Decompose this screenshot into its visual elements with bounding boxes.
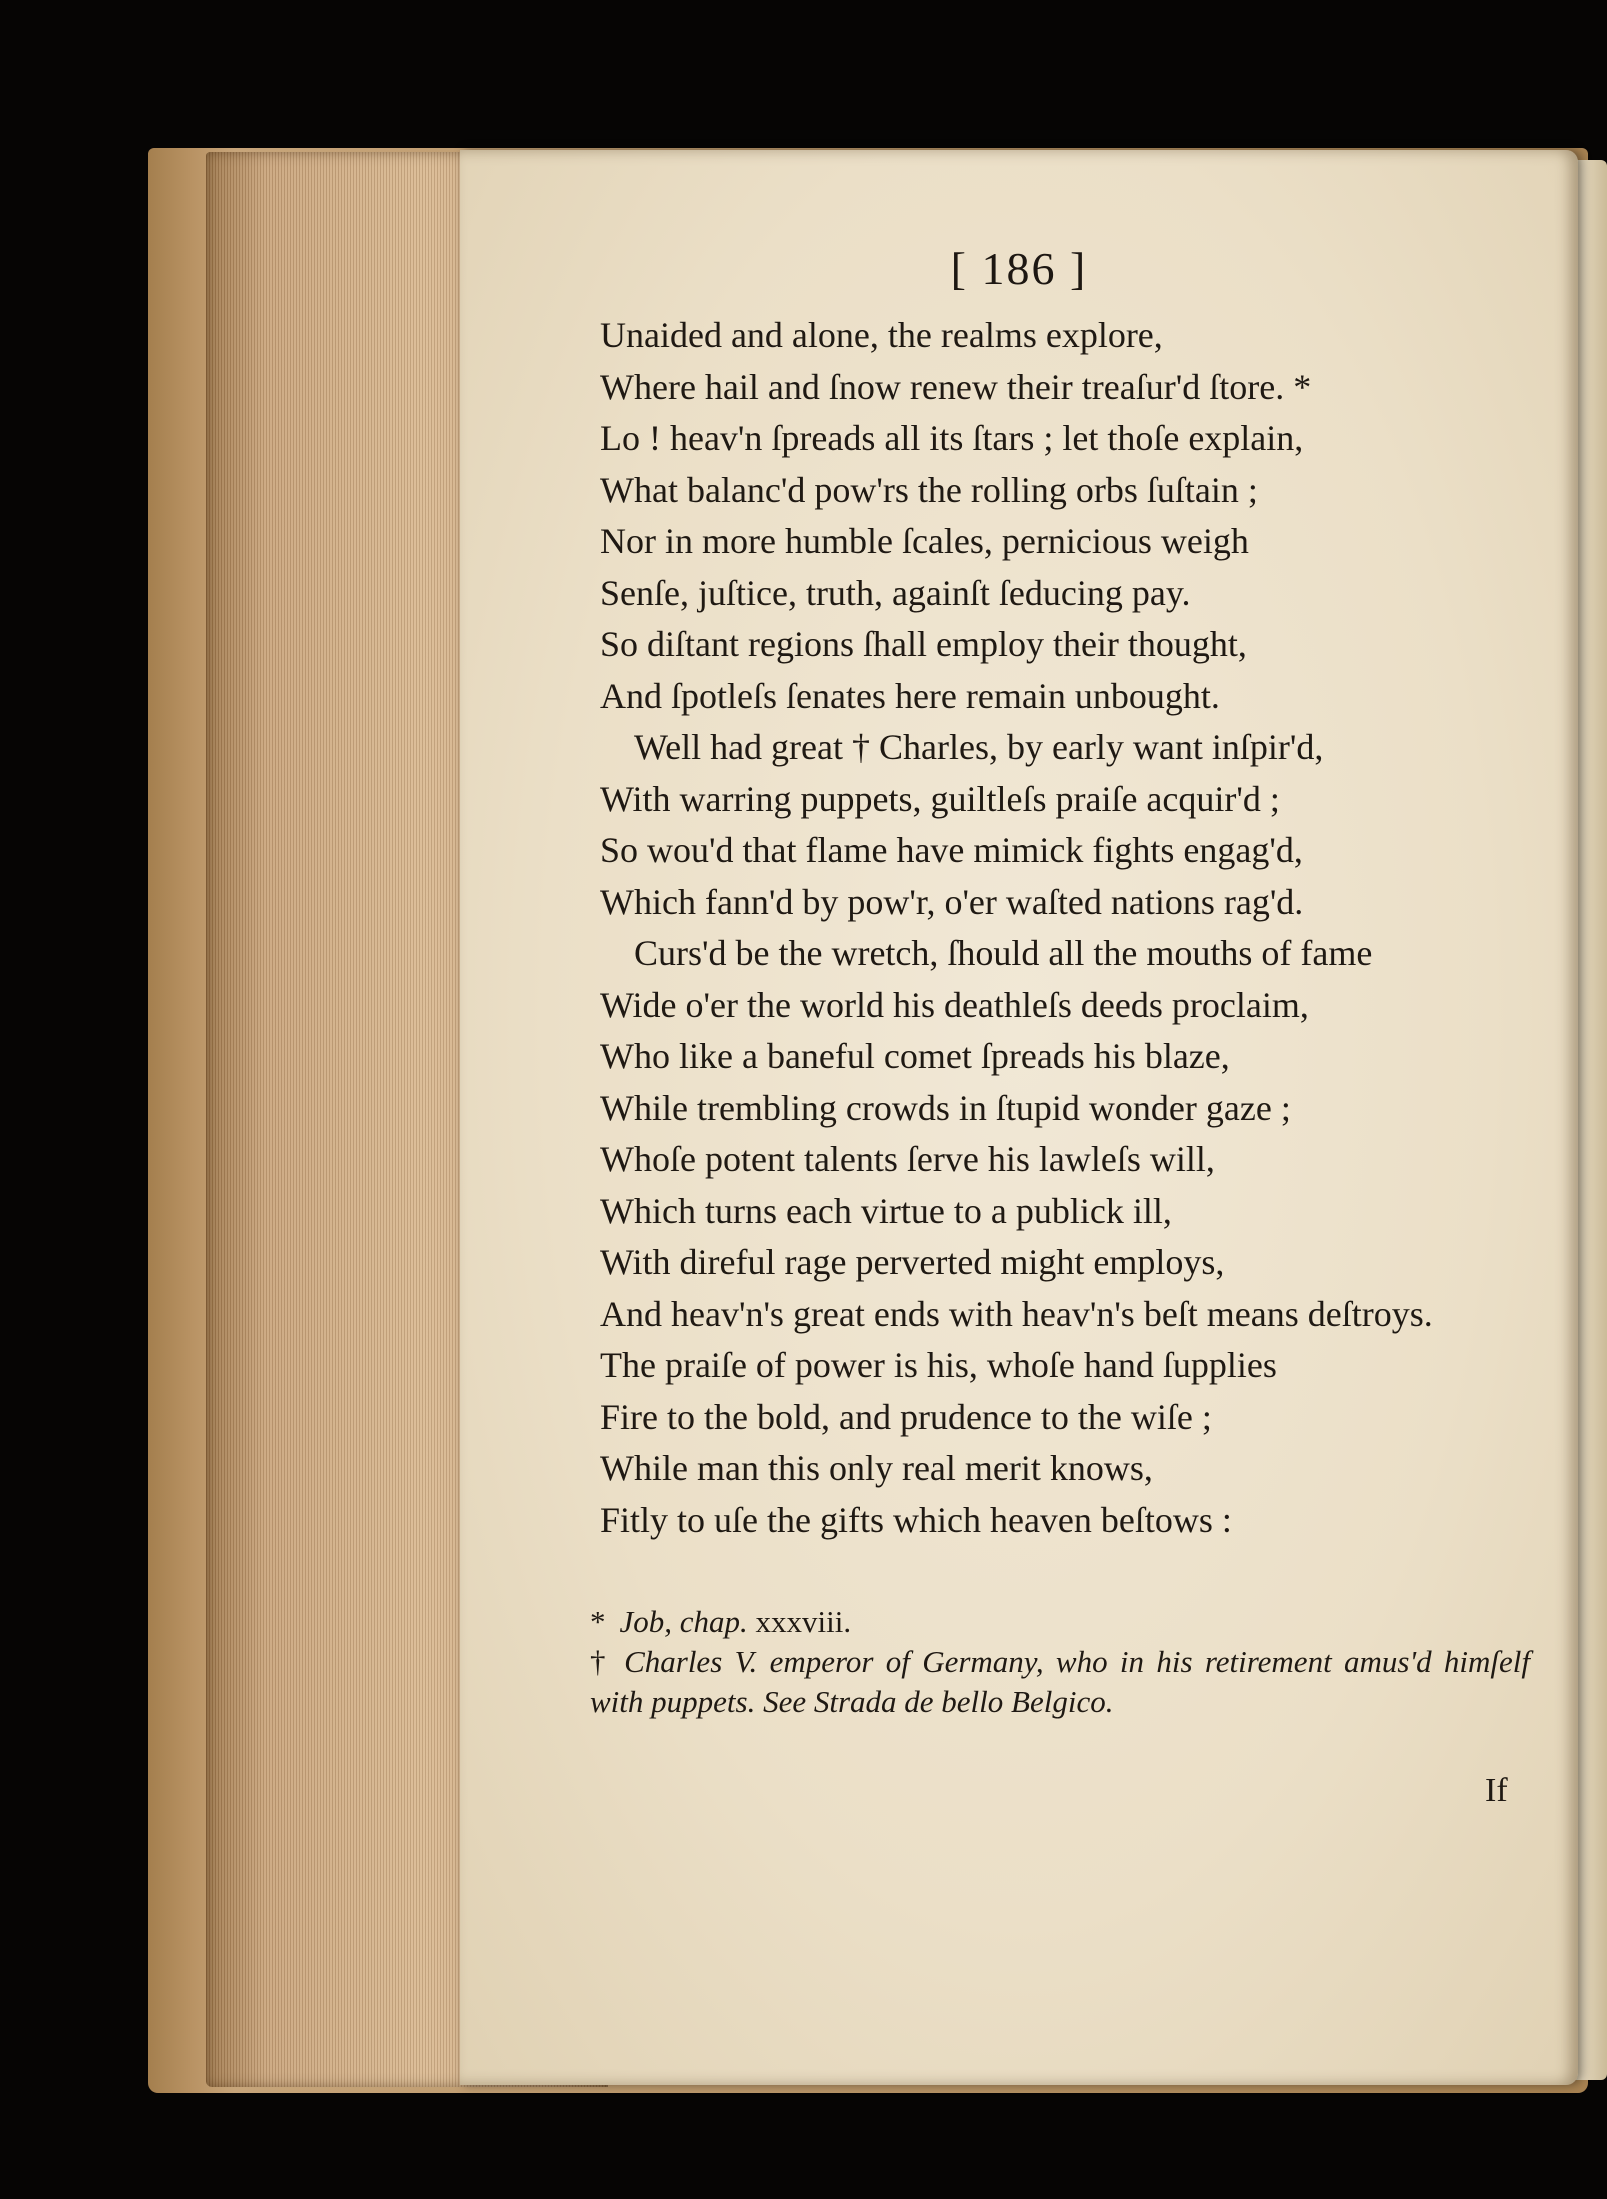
- verse-line: Unaided and alone, the realms explore,: [600, 315, 1163, 355]
- verse-line: What balanc'd pow'rs the rolling orbs ſuſtain ;: [600, 469, 1258, 510]
- book-page: [460, 150, 1578, 2085]
- verse-line: Fire to the bold, and prudence to the wiſe ;: [600, 1396, 1212, 1437]
- footnote-text: Job, chap.: [619, 1604, 748, 1639]
- verse-line: Well had great † Charles, by early want inſpir'd,: [634, 727, 1324, 767]
- verse-line: With direful rage perverted might employs,: [600, 1242, 1225, 1282]
- verse-line: Whoſe potent talents ſerve his lawleſs will,: [600, 1139, 1215, 1179]
- verse-line: Fitly to uſe the gifts which heaven beſtows :: [600, 1499, 1232, 1540]
- footnote-chapter: xxxviii.: [755, 1604, 852, 1639]
- footnote-charles: [590, 1642, 1530, 1722]
- footnote-text: Charles V. emperor of Germany, who in his retirement amus'd himſelf with puppets. See Strada de bello Belgico.: [590, 1644, 1530, 1719]
- footnotes: [590, 1602, 1530, 1722]
- poem-text: [600, 310, 1530, 1546]
- verse-line: Curs'd be the wretch, ſhould all the mouths of fame: [634, 933, 1373, 973]
- verse-line: While man this only real merit knows,: [600, 1448, 1153, 1488]
- verse-line: Who like a baneful comet ſpreads his blaze,: [600, 1036, 1230, 1076]
- verse-line: So wou'd that flame have mimick fights engag'd,: [600, 830, 1303, 870]
- verse-line: While trembling crowds in ſtupid wonder gaze ;: [600, 1087, 1291, 1128]
- footnote-marker: †: [590, 1644, 611, 1679]
- verse-line: Which fann'd by pow'r, o'er waſted nations rag'd.: [600, 881, 1304, 922]
- verse-line: Where hail and ſnow renew their treaſur'd ſtore. *: [600, 366, 1312, 407]
- verse-line: Nor in more humble ſcales, pernicious weigh: [600, 521, 1249, 561]
- open-book: [148, 140, 1607, 2100]
- verse-line: So diſtant regions ſhall employ their thought,: [600, 624, 1247, 664]
- page-number: [ 186 ]: [950, 243, 1088, 294]
- footnote-job: [590, 1602, 1530, 1642]
- verse-line: Lo ! heav'n ſpreads all its ſtars ; let thoſe explain,: [600, 418, 1304, 458]
- verse-line: With warring puppets, guiltleſs praiſe acquir'd ;: [600, 778, 1280, 819]
- verse-line: Wide o'er the world his deathleſs deeds proclaim,: [600, 984, 1309, 1025]
- verse-line: Which turns each virtue to a publick ill,: [600, 1190, 1172, 1231]
- footnote-marker: *: [590, 1604, 606, 1639]
- catchword: If: [1485, 1772, 1508, 1809]
- verse-line: And ſpotleſs ſenates here remain unbought.: [600, 675, 1220, 716]
- verse-line: Senſe, juſtice, truth, againſt ſeducing pay.: [600, 572, 1191, 613]
- verse-line: The praiſe of power is his, whoſe hand ſupplies: [600, 1345, 1277, 1385]
- verse-line: And heav'n's great ends with heav'n's beſt means deſtroys.: [600, 1293, 1433, 1334]
